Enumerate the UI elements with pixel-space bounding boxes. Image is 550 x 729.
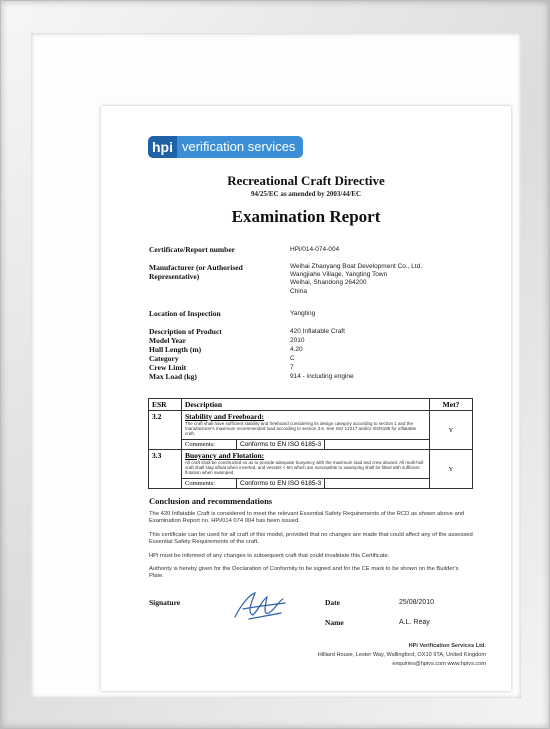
value-manufacturer-line3: Weihai, Shandong 264200 — [290, 279, 367, 286]
row-description — [182, 450, 430, 489]
comments-label: Comments: — [182, 479, 237, 488]
handwritten-signature — [229, 587, 289, 623]
certificate-page — [101, 106, 511, 691]
value-category: C — [290, 355, 295, 362]
row-met: Y — [430, 411, 473, 450]
row-met: Y — [430, 450, 473, 489]
conclusion-paragraph: Authority is hereby given for the Declaration of Conformity to be signed and for the CE mark to be shown on the Builder's Plate. — [149, 566, 459, 579]
label-category: Category — [149, 354, 179, 363]
row-esr: 3.2 — [149, 411, 182, 450]
row-comments — [182, 478, 429, 488]
value-model-year: 2010 — [290, 337, 305, 344]
value-location: Yangting — [290, 310, 316, 317]
value-hull-length: 4.20 — [290, 346, 303, 353]
label-model-year: Model Year — [149, 336, 187, 345]
directive-title: Recreational Craft Directive — [227, 173, 385, 188]
hpi-logo — [148, 136, 303, 158]
row-text: All craft shall be constructed so as to provide adequate buoyancy with the maximum load and crew aboard. All multi-hull craft shall stay afloat when inverted, and vessels < 6m which are susceptible to swamping shall be fitted with sufficient flotation when swamped. — [185, 460, 424, 475]
date-label: Date — [325, 598, 340, 607]
name-value: A.L. Reay — [399, 619, 430, 626]
header-met: Met? — [430, 399, 473, 411]
label-crew-limit: Crew Limit — [149, 363, 187, 372]
date-value: 25/08/2010 — [399, 599, 435, 606]
row-title: Buoyancy and Flotation: — [185, 451, 265, 460]
value-description: 420 Inflatable Craft — [290, 328, 345, 335]
frame-mat — [31, 33, 521, 698]
value-manufacturer-line4: China — [290, 288, 307, 295]
issuer-address: Hilliard House, Lester Way, Wallingford, OX10 9TA, United Kingdom — [317, 652, 486, 658]
value-certificate-number: HPi/014-074-004 — [290, 246, 340, 253]
conclusion-paragraph: The 420 Inflatable Craft is considered to meet the relevant Essential Safety Requirements of the RCD as shown above and Examination Report no. HPi/014 074 004 has been issued. — [149, 511, 465, 524]
value-manufacturer-line2: Wangjiahe Village, Yangting Town — [290, 271, 388, 278]
esr-header-row — [149, 399, 473, 411]
header-description: Description — [182, 399, 430, 411]
issuer-name: HPi Verification Services Ltd. — [408, 643, 486, 649]
row-comments — [182, 439, 429, 449]
label-location: Location of Inspection — [149, 309, 221, 318]
name-label: Name — [325, 618, 344, 627]
row-title: Stability and Freeboard: — [185, 412, 265, 421]
comments-label: Comments: — [182, 440, 237, 449]
value-manufacturer-line1: Weihai Zhaoyang Boat Development Co., Ltd. — [290, 263, 423, 270]
row-esr: 3.3 — [149, 450, 182, 489]
issuer-contact: enquiries@hpivs.com www.hpivs.com — [392, 661, 486, 667]
comments-value: Conforms to EN ISO 6185-3 — [237, 479, 325, 488]
table-row — [149, 450, 473, 489]
value-max-load: 914 - including engine — [290, 373, 354, 380]
row-text: The craft shall have sufficient stability and freeboard considering its design category according to section 1 and the manufacturer's maximum recommended load according to section 3.6. See ISO 12217 and/or ISO6185 for inflatable craft. — [185, 421, 416, 436]
report-title: Examination Report — [231, 207, 381, 226]
logo-abbr: hpi — [148, 136, 177, 158]
label-certificate-number: Certificate/Report number — [149, 245, 236, 254]
signature-label: Signature — [149, 598, 181, 607]
row-description — [182, 411, 430, 450]
label-description: Description of Product — [149, 327, 222, 336]
value-crew-limit: 7 — [290, 364, 294, 371]
conclusion-paragraph: This certificate can be used for all craft of this model, provided that no changes are made that could affect any of the assessed Essential Safety Requirements of the craft. — [149, 532, 473, 545]
conclusion-heading: Conclusion and recommendations — [149, 496, 273, 506]
table-row — [149, 411, 473, 450]
label-manufacturer: Manufacturer (or Authorised Representative) — [149, 263, 243, 281]
directive-amendment: 94/25/EC as amended by 2003/44/EC — [250, 190, 362, 198]
label-hull-length: Hull Length (m) — [149, 345, 202, 354]
esr-table — [148, 398, 473, 489]
header-esr: ESR — [149, 399, 182, 411]
label-max-load: Max Load (kg) — [149, 372, 197, 381]
conclusion-paragraph: HPi must be informed of any changes to subsequent craft that could invalidate this Certificate. — [149, 553, 390, 559]
logo-name: verification services — [177, 136, 303, 158]
comments-value: Conforms to EN ISO 6185-3 — [237, 440, 325, 449]
